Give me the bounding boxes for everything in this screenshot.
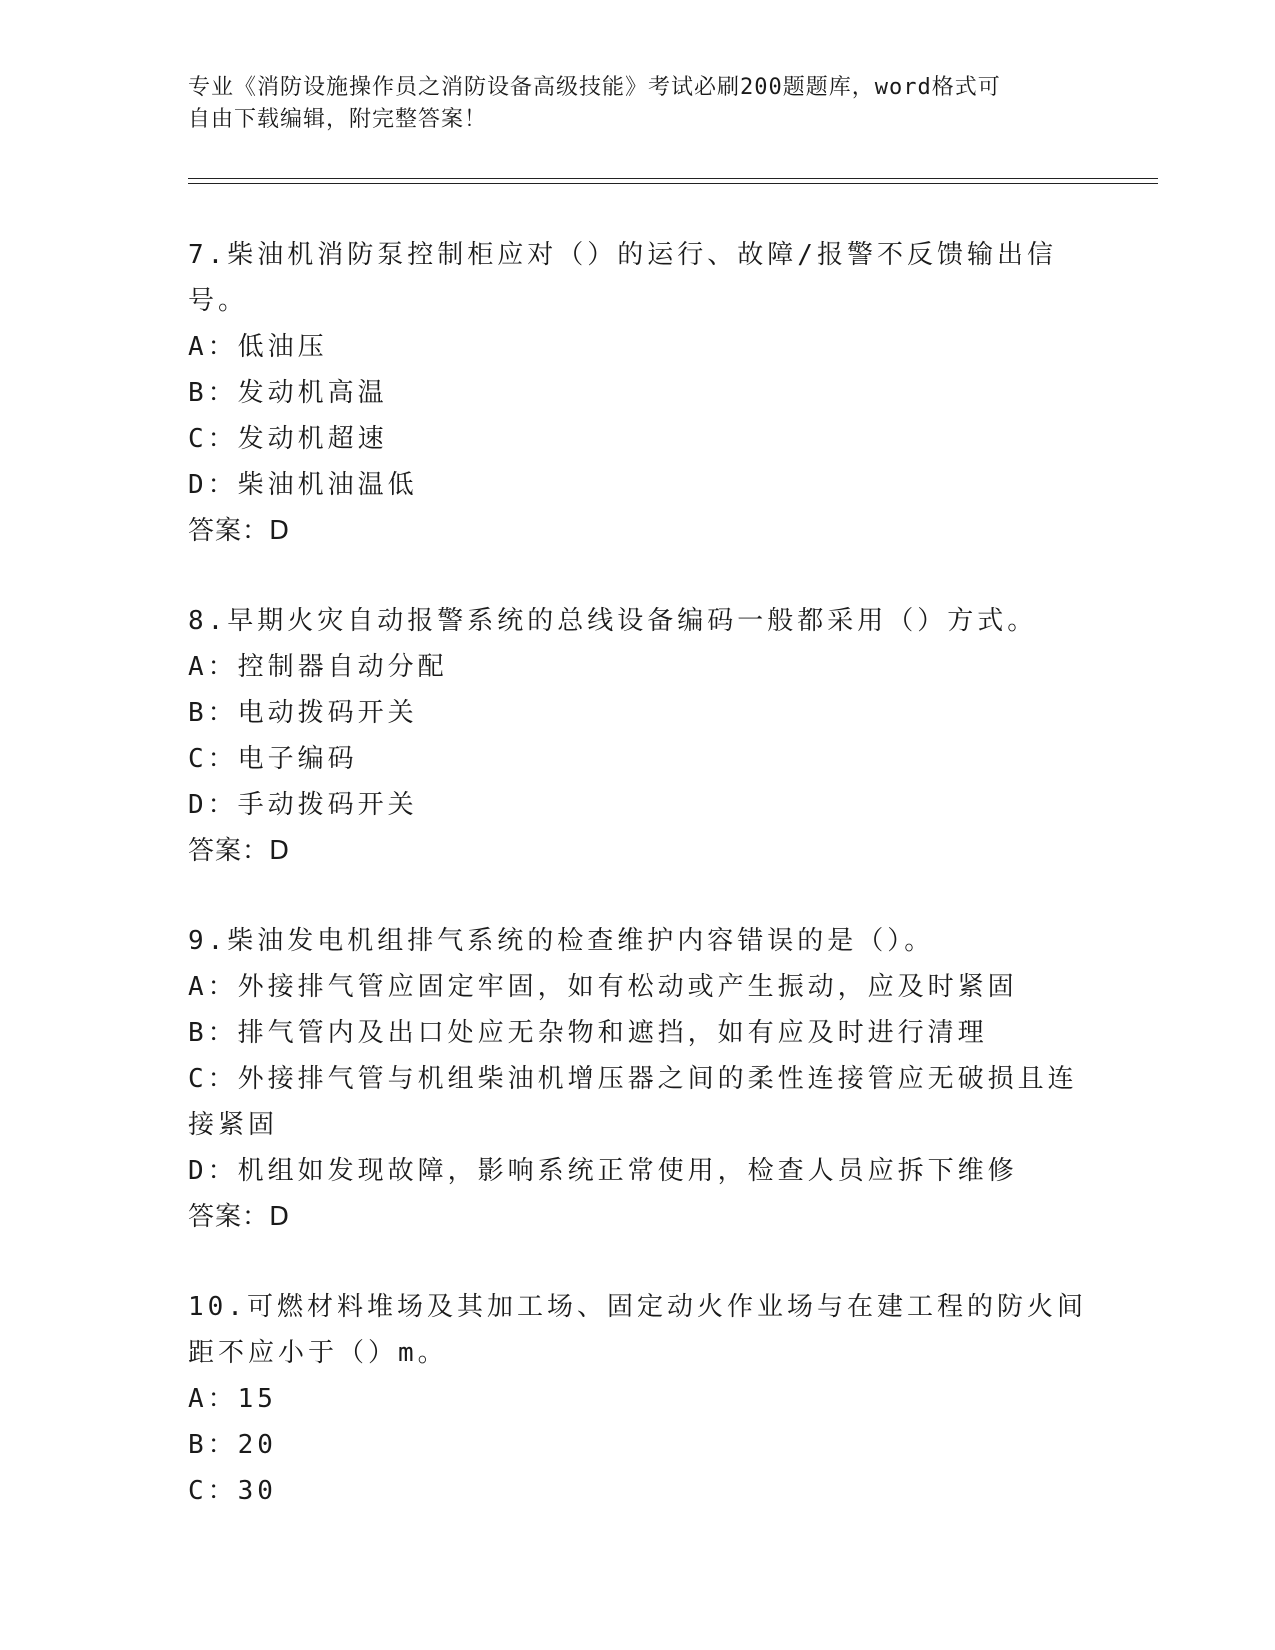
option-d: D：手动拨码开关 — [188, 790, 418, 820]
option-a: A：低油压 — [188, 332, 328, 362]
option-b: B：20 — [188, 1430, 277, 1460]
option-a: A：控制器自动分配 — [188, 652, 448, 682]
question-stem: 7.柴油机消防泵控制柜应对（）的运行、故障/报警不反馈输出信号。 — [188, 240, 1057, 316]
option-b: B：排气管内及出口处应无杂物和遮挡，如有应及时进行清理 — [188, 1018, 988, 1048]
option-a: A：15 — [188, 1384, 277, 1414]
option-b: B：发动机高温 — [188, 378, 388, 408]
header-divider-top — [188, 178, 1158, 179]
question-stem: 9.柴油发电机组排气系统的检查维护内容错误的是（）。 — [188, 926, 935, 956]
question-stem: 8.早期火灾自动报警系统的总线设备编码一般都采用（）方式。 — [188, 606, 1038, 636]
option-b: B：电动拨码开关 — [188, 698, 418, 728]
question-list — [188, 232, 1088, 1558]
answer-line: 答案：D — [188, 1202, 291, 1232]
header-line-1: 专业《消防设施操作员之消防设备高级技能》考试必刷200题题库，word格式可 — [188, 75, 1001, 100]
option-d: D：机组如发现故障，影响系统正常使用，检查人员应拆下维修 — [188, 1156, 1018, 1186]
question-stem: 10.可燃材料堆场及其加工场、固定动火作业场与在建工程的防火间距不应小于（）m。 — [188, 1292, 1087, 1368]
document-header — [188, 72, 1068, 136]
option-c: C：外接排气管与机组柴油机增压器之间的柔性连接管应无破损且连接紧固 — [188, 1064, 1078, 1140]
answer-line: 答案：D — [188, 516, 291, 546]
option-c: C：30 — [188, 1476, 277, 1506]
option-a: A：外接排气管应固定牢固，如有松动或产生振动，应及时紧固 — [188, 972, 1018, 1002]
question-10 — [188, 1284, 1088, 1514]
option-d: D：柴油机油温低 — [188, 470, 418, 500]
option-c: C：电子编码 — [188, 744, 358, 774]
answer-line: 答案：D — [188, 836, 291, 866]
option-c: C：发动机超速 — [188, 424, 388, 454]
question-7 — [188, 232, 1088, 554]
header-line-2: 自由下载编辑，附完整答案！ — [188, 107, 488, 132]
question-8 — [188, 598, 1088, 874]
question-9 — [188, 918, 1088, 1240]
header-divider-bottom — [188, 183, 1158, 184]
